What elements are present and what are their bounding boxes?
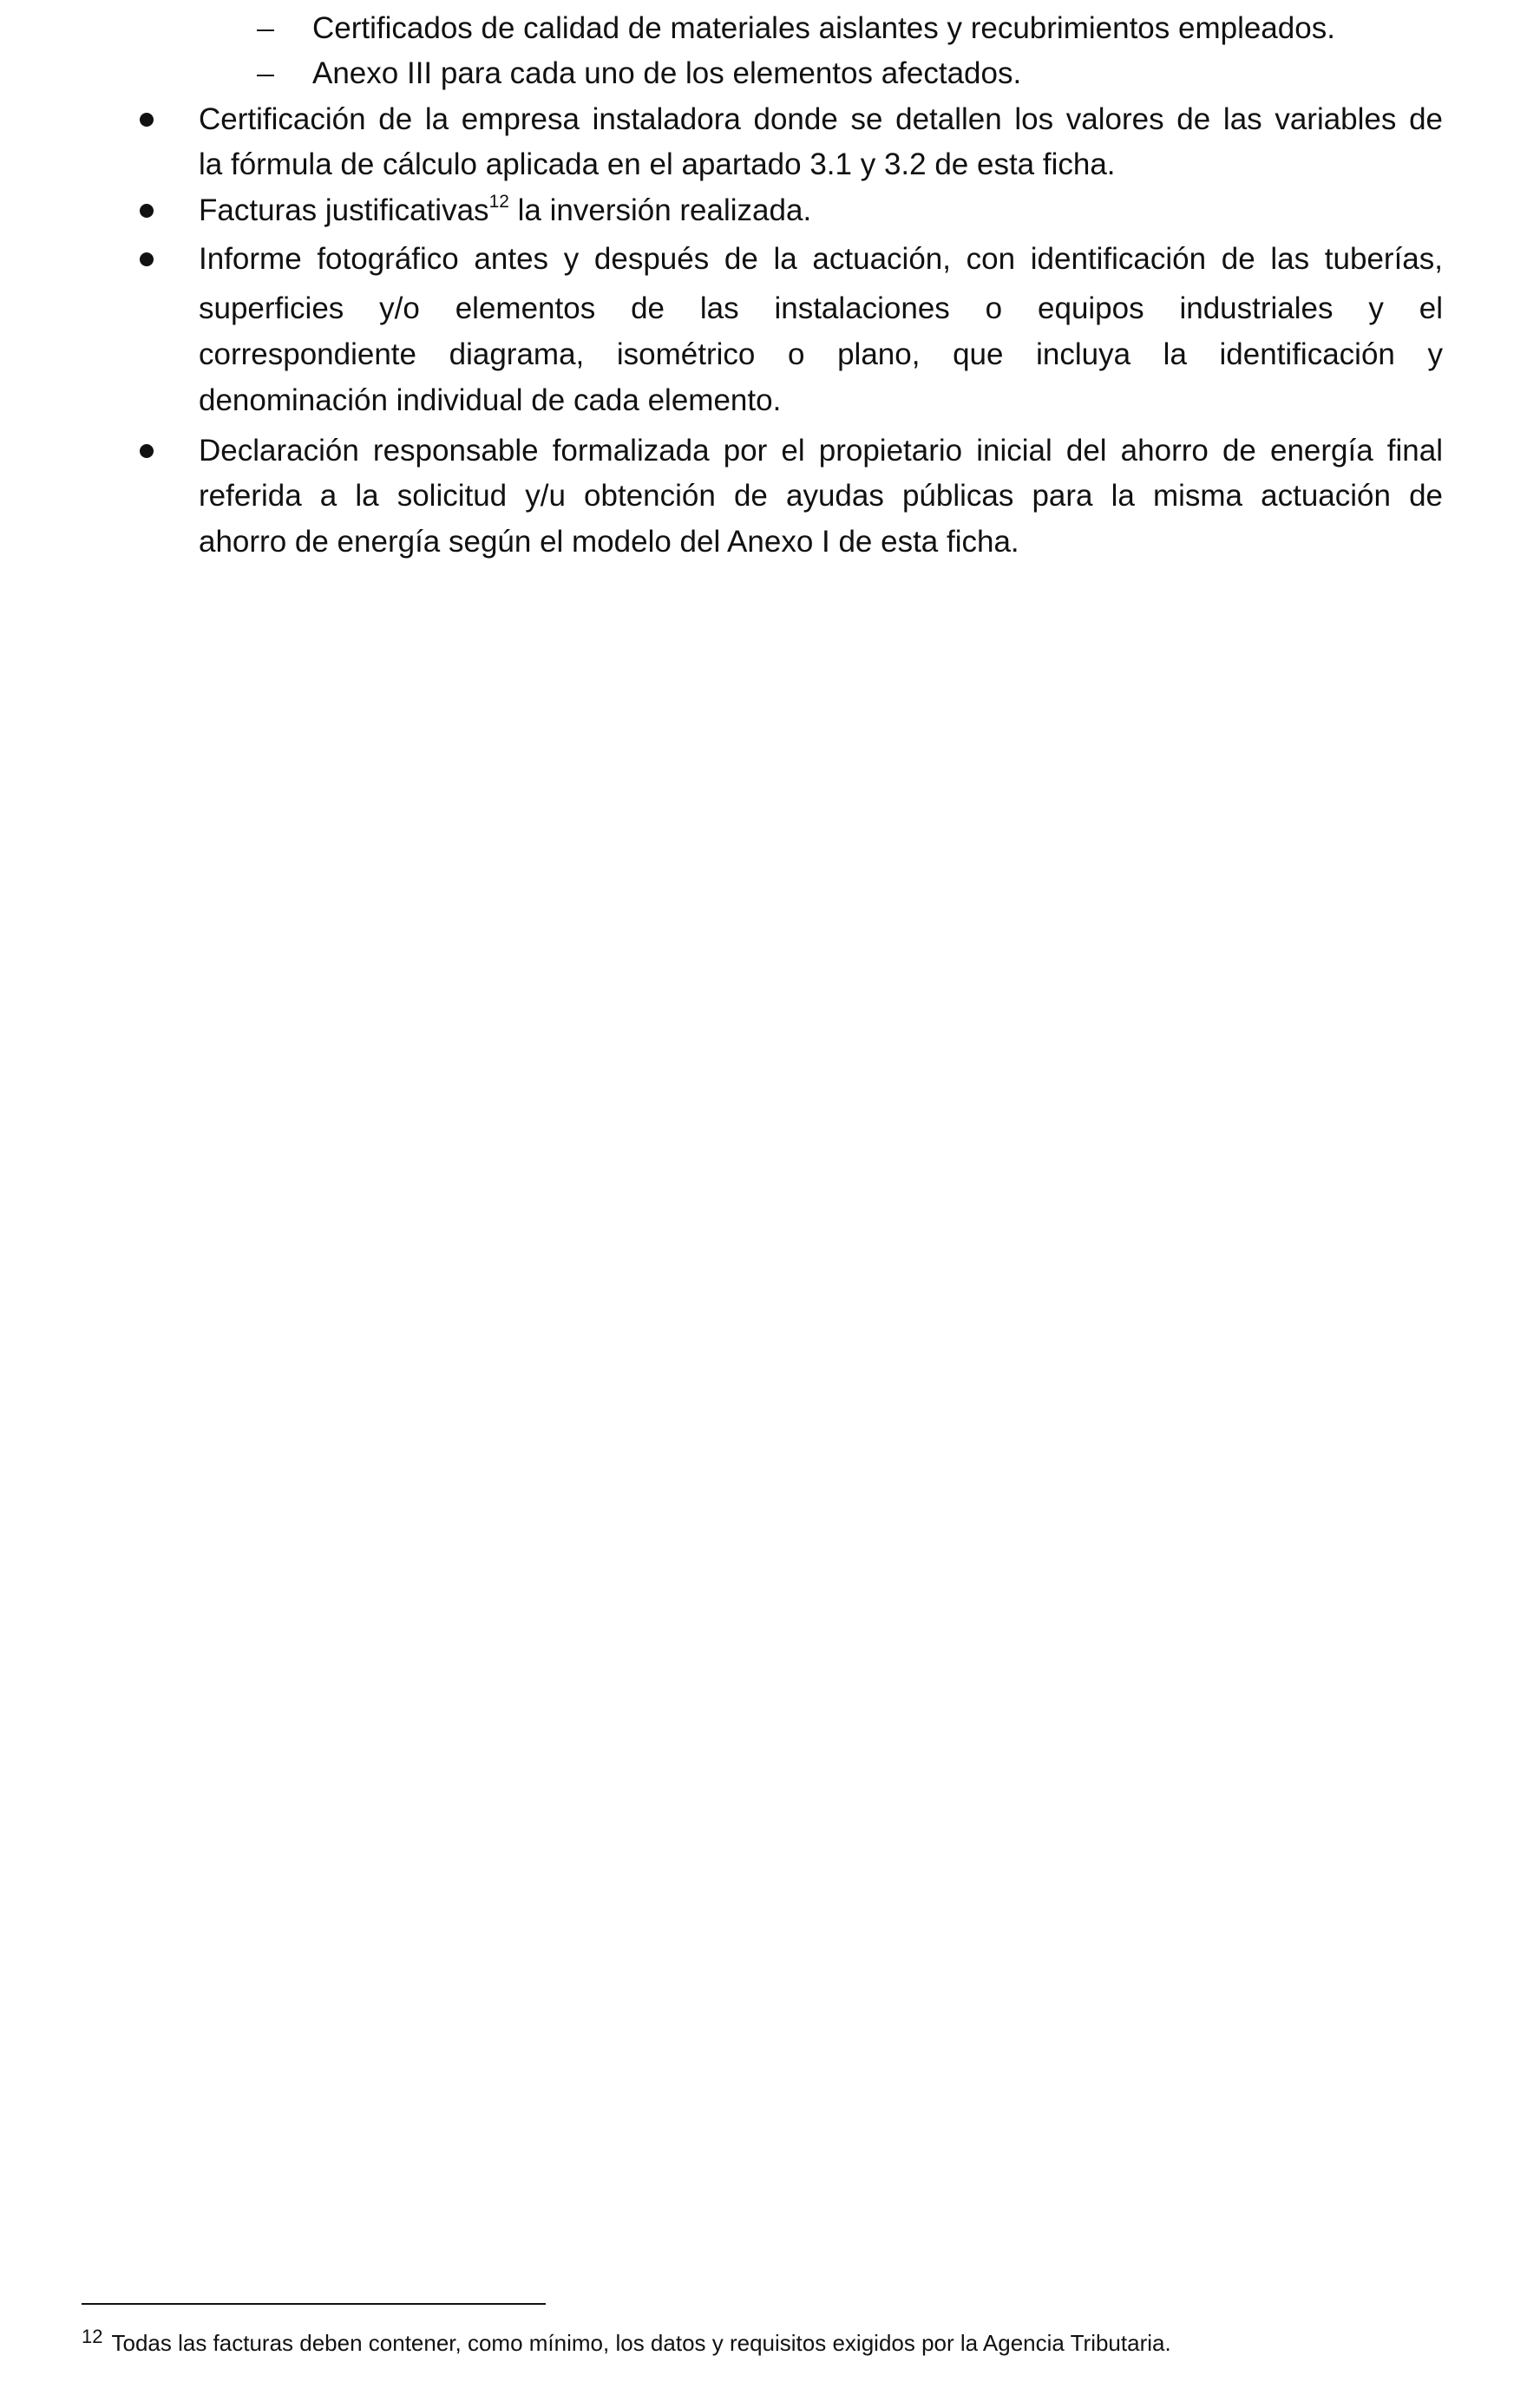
bullet-responsible-declaration-line-1: Declaración responsable formalizada por el propietario inicial del ahorro de energía final <box>199 434 1443 468</box>
bullet-photo-report-line-3: correspondiente diagrama, isométrico o plano, que incluya la identificación y <box>199 337 1443 371</box>
dash-marker <box>257 6 283 51</box>
footnote-text: Todas las facturas deben contener, como mínimo, los datos y requisitos exigidos por la Agencia Tributaria. <box>111 2330 1171 2356</box>
bullet-installer-certification-line-2: la fórmula de cálculo aplicada en el apartado 3.1 y 3.2 de esta ficha. <box>199 147 1116 181</box>
bullet-marker <box>140 204 154 218</box>
sub-item-annex-iii: Anexo III para cada uno de los elementos afectados. <box>312 56 1022 90</box>
bullet-marker <box>140 444 154 458</box>
bullet-installer-certification-line-1: Certificación de la empresa instaladora donde se detallen los valores de las variables de <box>199 102 1443 136</box>
footnote <box>82 2328 1171 2359</box>
bullet-responsible-declaration-line-3: ahorro de energía según el modelo del Anexo I de esta ficha. <box>199 525 1019 559</box>
bullet-photo-report-line-2: superficies y/o elementos de las instalaciones o equipos industriales y el <box>199 291 1443 325</box>
bullet-photo-report-line-4: denominación individual de cada elemento. <box>199 383 782 417</box>
bullet-marker <box>140 252 154 266</box>
bullet-photo-report-line-1: Informe fotográfico antes y después de la actuación, con identificación de las tuberías, <box>199 242 1443 276</box>
footnote-reference: 12 <box>488 192 509 212</box>
invoices-text: Facturas justificativas <box>199 193 489 227</box>
bullet-invoices <box>199 188 811 233</box>
sub-item-quality-certificates: Certificados de calidad de materiales aislantes y recubrimientos empleados. <box>312 11 1335 45</box>
footnote-separator <box>82 2303 546 2305</box>
footnote-number: 12 <box>82 2326 103 2347</box>
invoices-text-after: la inversión realizada. <box>508 193 812 227</box>
bullet-responsible-declaration-line-2: referida a la solicitud y/u obtención de ayudas públicas para la misma actuación de <box>199 479 1443 513</box>
dash-marker <box>257 51 283 96</box>
bullet-marker <box>140 113 154 127</box>
